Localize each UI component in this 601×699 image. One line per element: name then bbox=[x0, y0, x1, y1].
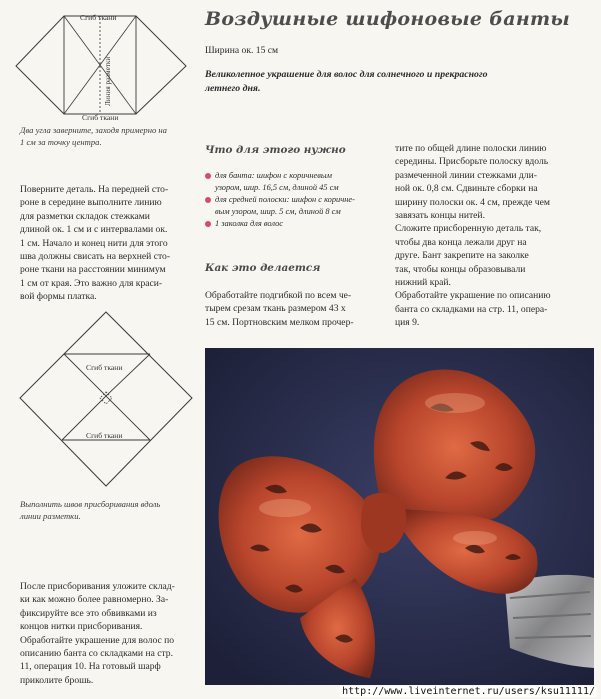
page-title: Воздушные шифоновые банты bbox=[205, 8, 571, 30]
text-line: вой формы платка. bbox=[20, 291, 97, 303]
text-line: концов нитки присборивания. bbox=[20, 621, 143, 633]
right-text bbox=[395, 142, 551, 330]
left-text-1 bbox=[20, 183, 170, 304]
materials-list bbox=[205, 170, 387, 231]
lead-text bbox=[205, 68, 585, 96]
width-note: Ширина ок. 15 см bbox=[205, 45, 279, 56]
list-item bbox=[205, 218, 387, 230]
fold-diagram-2 bbox=[14, 310, 194, 492]
fold-label-top: Сгиб ткани bbox=[80, 13, 117, 22]
text-line: роне ткани на расстоянии минимум bbox=[20, 264, 166, 276]
text-line: для разметки складок стежками bbox=[20, 210, 150, 222]
text-line: 1 см от края. Это важно для краси- bbox=[20, 277, 163, 289]
text-line: ширину полоски ок. 4 см, прежде чем bbox=[395, 196, 550, 208]
left-text-2 bbox=[20, 580, 175, 687]
text-line: чтобы два конца лежали друг на bbox=[395, 236, 527, 248]
text-line: Обработайте украшение для волос по bbox=[20, 634, 175, 646]
text-line: 1 см. Начало и конец нити для этого bbox=[20, 237, 168, 249]
howto-heading: Как это делается bbox=[205, 262, 321, 274]
text-line: тите по общей длине полоски линию bbox=[395, 143, 547, 154]
lead-line: Великолепное украшение для волос для солнечного и прекрасного bbox=[205, 69, 488, 80]
center-line-label: Линия разметки bbox=[104, 56, 112, 106]
text-line: 11, операция 10. На готовый шарф bbox=[20, 661, 161, 673]
list-item bbox=[205, 194, 387, 217]
howto-text bbox=[205, 289, 354, 329]
text-line: фиксируйте все это обвивками из bbox=[20, 607, 157, 619]
text-line: завязать концы нитей. bbox=[395, 210, 485, 222]
item-line: узором, шир. 16,5 см, длиной 45 см bbox=[215, 182, 339, 192]
caption-line: 1 см за точку центра. bbox=[20, 137, 102, 148]
caption-line: Два угла заверните, заходя примерно на bbox=[20, 125, 167, 135]
text-line: ной ок. 0,8 см. Сдвиньте сборки на bbox=[395, 183, 538, 195]
text-line: Сложите присборенную деталь так, bbox=[395, 223, 542, 235]
fold-label-bottom: Сгиб ткани bbox=[86, 431, 123, 440]
text-line: размеченной линии стежками дли- bbox=[395, 169, 537, 181]
text-line: ки как можно более равномерно. За- bbox=[20, 594, 169, 606]
text-line: приколите брошь. bbox=[20, 674, 94, 686]
diagram2-caption bbox=[20, 498, 160, 523]
materials-heading: Что для этого нужно bbox=[205, 144, 346, 156]
text-line: банта со складками на стр. 11, опера- bbox=[395, 303, 548, 315]
text-line: Обработайте украшение по описанию bbox=[395, 290, 551, 302]
text-line: 15 см. Портновским мелком прочер- bbox=[205, 316, 354, 328]
text-line: После присборивания уложите склад- bbox=[20, 581, 175, 592]
text-line: нижний край. bbox=[395, 277, 451, 289]
text-line: описанию банта со складками на стр. bbox=[20, 648, 174, 660]
fold-label-top: Сгиб ткани bbox=[86, 363, 123, 372]
item-line: 1 заколка для волос bbox=[215, 219, 283, 229]
watermark: http://www.liveinternet.ru/users/ksu11111/ bbox=[342, 686, 595, 697]
text-line: друге. Бант закрепите на заколке bbox=[395, 250, 529, 262]
item-line: для средней полоски: шифон с коричне- bbox=[215, 195, 355, 205]
fold-label-bottom: Сгиб ткани bbox=[82, 113, 119, 120]
text-line: длиной ок. 1 см и с интервалами ок. bbox=[20, 224, 168, 236]
text-line: тырем срезам ткань размером 43 х bbox=[205, 303, 346, 315]
fold-diagram-1 bbox=[14, 8, 192, 120]
text-line: Поверните деталь. На передней сто- bbox=[20, 184, 169, 195]
text-line: шва должны свисать на верхней сто- bbox=[20, 251, 171, 263]
list-item bbox=[205, 170, 387, 193]
diagram1-caption bbox=[20, 124, 167, 149]
item-line: для банта: шифон с коричневым bbox=[215, 171, 332, 180]
caption-line: Выполнить швов присборивания вдоль bbox=[20, 499, 161, 509]
bow-photo bbox=[205, 348, 594, 685]
lead-line: летнего дня. bbox=[205, 83, 261, 94]
caption-line: линии разметки. bbox=[20, 511, 81, 522]
text-line: роне в середине выполните линию bbox=[20, 197, 162, 209]
text-line: ция 9. bbox=[395, 317, 420, 329]
text-line: Обработайте подгибкой по всем че- bbox=[205, 290, 352, 301]
text-line: так, чтобы концы образовывали bbox=[395, 263, 526, 275]
text-line: середины. Присборьте полоску вдоль bbox=[395, 156, 549, 168]
item-line: вым узором, шир. 5 см, длиной 8 см bbox=[215, 206, 341, 216]
